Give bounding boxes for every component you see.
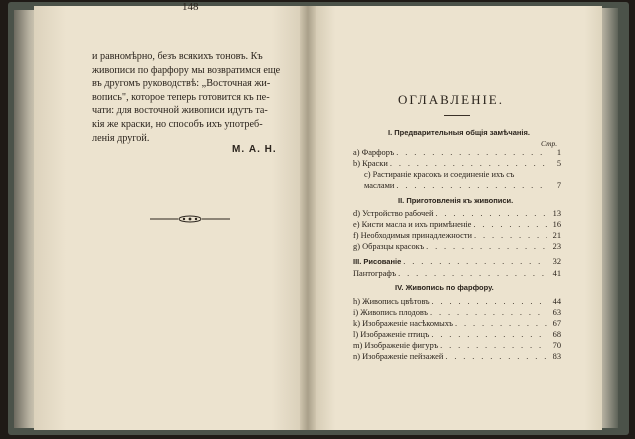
toc-entry: [353, 219, 561, 230]
left-page-edges: [14, 10, 36, 428]
toc-entry-label: k) Изображеніе насѣкомыхъ: [353, 319, 454, 328]
leader-dots: [431, 329, 547, 340]
toc-entry-page: 70: [552, 341, 561, 350]
leader-dots: [435, 208, 547, 219]
toc-entry-page: 68: [552, 330, 561, 339]
text-line: въ другомъ руководствѣ: „Восточная жи-: [92, 78, 271, 90]
section-heading: II. Приготовленія къ живописи.: [398, 196, 514, 205]
toc-entry: [353, 307, 561, 318]
leader-dots: [440, 340, 547, 351]
leader-dots: [473, 219, 547, 230]
page-column-label: Стр.: [541, 139, 558, 148]
text-line: чати: для восточной живописи идутъ та-: [92, 105, 268, 117]
toc-entry: [364, 180, 561, 191]
toc-entry-label: b) Краски: [353, 159, 388, 168]
text-line: живописи по фарфору мы возвратимся еще: [92, 64, 281, 76]
toc-entry-page: 23: [552, 242, 561, 251]
text-line: вопись", которое теперь готовится къ пе-: [92, 91, 270, 103]
toc-entry: [353, 158, 561, 169]
toc-entry: [353, 296, 561, 307]
toc-entry-label: h) Живопись цвѣтовъ: [353, 297, 430, 306]
text-line: и равномѣрно, безъ всякихъ тоновъ. Къ: [92, 51, 263, 62]
leader-dots: [474, 230, 547, 241]
toc-entry-page: 67: [552, 319, 561, 328]
leader-dots: [430, 307, 547, 318]
leader-dots: [426, 241, 547, 252]
toc-entry-label: g) Образцы красокъ: [353, 242, 425, 251]
toc-entry: [353, 351, 561, 362]
toc-entry-label: a) Фарфоръ: [353, 148, 395, 157]
toc-entry-page: 63: [552, 308, 561, 317]
toc-entry-label: c) Растираніе красокъ и соединеніе ихъ съ: [364, 170, 515, 179]
toc-entry: [353, 230, 561, 241]
toc-entry-label: III. Рисованіе: [353, 257, 402, 266]
toc-entry-label: n) Изображеніе пейзажей: [353, 352, 444, 361]
toc-title: ОГЛАВЛЕНІЕ.: [398, 92, 504, 107]
toc-entry-label: m) Изображеніе фигуръ: [353, 341, 439, 350]
page-number: 148: [182, 1, 199, 13]
toc-entry-page: 16: [552, 220, 561, 229]
toc-entry-label: l) Изображеніе птицъ: [353, 330, 430, 339]
toc-entry-label: d) Устройство рабочей: [353, 209, 434, 218]
toc-entry-page: 44: [552, 297, 561, 306]
toc-entry: [353, 147, 561, 158]
toc-entry-page: 5: [556, 159, 561, 168]
title-rule: [444, 115, 470, 116]
ornament-divider: [150, 214, 230, 224]
closing-paragraph: [92, 50, 298, 145]
toc-entry-label: f) Необходимыя принадлежности: [353, 231, 473, 240]
author-initials: М. А. Н.: [232, 144, 277, 155]
toc-entry-label: i) Живопись плодовъ: [353, 308, 429, 317]
text-line: кія же краски, но способъ ихъ употреб-: [92, 118, 263, 130]
toc-entry: [353, 208, 561, 219]
toc-entry: [353, 318, 561, 329]
toc-entry-page: 41: [552, 269, 561, 278]
section-heading: I. Предварительныя общія замѣчанія.: [388, 128, 530, 137]
toc-entry-page: 32: [552, 257, 561, 266]
toc-entry-page: 83: [552, 352, 561, 361]
toc-entry-label: Пантографъ: [353, 269, 397, 278]
leader-dots: [432, 296, 547, 307]
toc-entry: [353, 340, 561, 351]
leader-dots: [396, 180, 547, 191]
toc-entry: [353, 268, 561, 279]
toc-entry-label-continued: маслами: [364, 181, 395, 190]
toc-entry-page: 7: [556, 181, 561, 190]
leader-dots: [398, 268, 547, 279]
toc-entry-label: e) Кисти масла и ихъ примѣненіе: [353, 220, 472, 229]
text-line: ленія другой.: [92, 132, 150, 144]
toc-entry-page: 1: [556, 148, 561, 157]
leader-dots: [396, 147, 547, 158]
leader-dots: [403, 256, 547, 267]
leader-dots: [445, 351, 547, 362]
toc-entry-page: 13: [552, 209, 561, 218]
toc-entry: [353, 241, 561, 252]
leader-dots: [455, 318, 547, 329]
toc-entry: [353, 256, 561, 267]
book-gutter: [300, 6, 316, 430]
toc-entry-page: 21: [552, 231, 561, 240]
section-heading: IV. Живопись по фарфору.: [395, 283, 494, 292]
leader-dots: [390, 158, 547, 169]
toc-entry: [353, 329, 561, 340]
